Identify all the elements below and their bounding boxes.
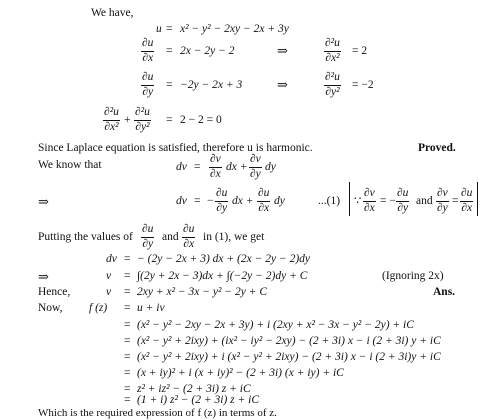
v-result: 2xy + x² − 3x − y² − 2y + C [137,286,267,298]
implies-icon: ⇒ [38,194,49,209]
dv-lhs: dv [176,195,187,207]
dx-term: dx + [232,195,254,207]
du-dy-fraction: ∂u ∂y [397,187,409,214]
implies-icon: ⇒ [38,269,49,284]
conclusion-text: Which is the required expression of f (z) in terms of z. [38,407,277,419]
dv-lhs: dv [176,161,187,173]
d2u-dx2-fraction: ∂²u ∂x² [325,37,340,64]
equals-sign: = [124,383,131,395]
putting-text-end: in (1), we get [203,231,265,243]
d2u-dy2-value: = −2 [352,79,374,91]
equals-sign: = [166,114,173,126]
fz-step-6: z² + iz² − (2 + 3i) z + iC [137,383,251,395]
equals-sign: = [166,79,173,91]
v-lhs: v [106,270,112,282]
implies-icon: ⇒ [277,77,288,92]
know-that-text: We know that [38,159,102,171]
d2u-dy2-fraction: ∂²u ∂y² [325,71,340,98]
because-symbol: ∵ [354,195,362,207]
du-dx-fraction: ∂u ∂x [461,187,473,214]
equals-sign: = [194,195,201,207]
equals-minus: = − [380,195,396,207]
equals-sign: = [166,45,173,57]
equals-sign: = [194,161,201,173]
equals-sign: = [124,319,131,331]
laplace-statement: Since Laplace equation is satisfied, therefore u is harmonic. [38,142,313,154]
equals-sign: = [124,286,131,298]
du-dx-fraction: ∂u ∂x [258,187,270,214]
and-word: and [416,195,433,207]
implies-icon: ⇒ [277,43,288,58]
equals-sign: = [124,394,131,406]
dv-dy-fraction: ∂v ∂y [437,187,448,214]
v-integral: ∫(2y + 2x − 3)dx + ∫(−2y − 2)dy + C [137,270,308,282]
dv-dy-fraction: ∂v ∂y [250,153,261,180]
dv-dx-fraction: ∂v ∂x [364,187,375,214]
fz-step-1: u + iv [137,302,165,314]
fz-lhs: f (z) [89,302,108,314]
ignoring-note: (Ignoring 2x) [382,270,444,282]
du-dy-value: −2y − 2x + 3 [180,79,243,91]
hence-text: Hence, [38,286,71,298]
plus-sign: + [124,114,131,126]
equals-sign: = [124,270,131,282]
laplace-term-y: ∂²u ∂y² [135,106,150,133]
du-dx-fraction: ∂u ∂x [142,37,154,64]
equals-sign: = [124,367,131,379]
fz-step-3: (x² − y² + 2ixy) + (ix² − iy² − 2xy) − (2 + 3i) x − i (2 + 3i) y + iC [137,335,441,347]
fz-step-2: (x² − y² − 2xy − 2x + 3y) + i (2xy + x² − 3x − y² − 2y) + iC [137,319,414,331]
laplace-result: 2 − 2 = 0 [180,114,222,126]
dx-term: dx + [226,161,248,173]
u-lhs: u [156,23,162,35]
dv-dx-fraction: ∂v ∂x [210,153,221,180]
d2u-dx2-value: = 2 [352,45,368,57]
proved-label: Proved. [418,142,456,154]
putting-text: Putting the values of [38,231,133,243]
du-dy-fraction: ∂u ∂y [216,187,228,214]
equals-sign: = [124,253,131,265]
dy-term: dy [274,195,285,207]
now-text: Now, [38,302,63,314]
dv-substituted: − (2y − 2x + 3) dx + (2x − 2y − 2)dy [137,253,311,265]
ans-label: Ans. [433,286,456,298]
minus-sign: − [207,195,214,207]
du-dx-fraction: ∂u ∂x [183,223,195,250]
u-definition: x² − y² − 2xy − 2x + 3y [180,23,289,35]
fz-step-7: (1 + i) z² − (2 + 3i) z + iC [137,394,260,406]
v-lhs: v [106,286,112,298]
equals-sign: = [452,195,459,207]
du-dy-fraction: ∂u ∂y [142,223,154,250]
laplace-term-x: ∂²u ∂x² [104,106,119,133]
du-dy-fraction: ∂u ∂y [142,71,154,98]
equals-sign: = [124,302,131,314]
dv-lhs: dv [106,253,117,265]
equals-sign: = [124,351,131,363]
equation-number: ...(1) [318,195,341,207]
fz-step-4: (x² − y² + 2ixy) + i (x² − y² + 2ixy) − (2 + 3i) x − i (2 + 3i)y + iC [137,351,441,363]
fz-step-5: (x + iy)² + i (x + iy)² − (2 + 3i) (x + iy) + iC [137,367,344,379]
du-dx-value: 2x − 2y − 2 [180,45,235,57]
and-word: and [162,231,179,243]
equals-sign: = [124,335,131,347]
equals-sign: = [166,23,173,35]
intro-text: We have, [91,7,134,19]
dy-term: dy [265,161,276,173]
